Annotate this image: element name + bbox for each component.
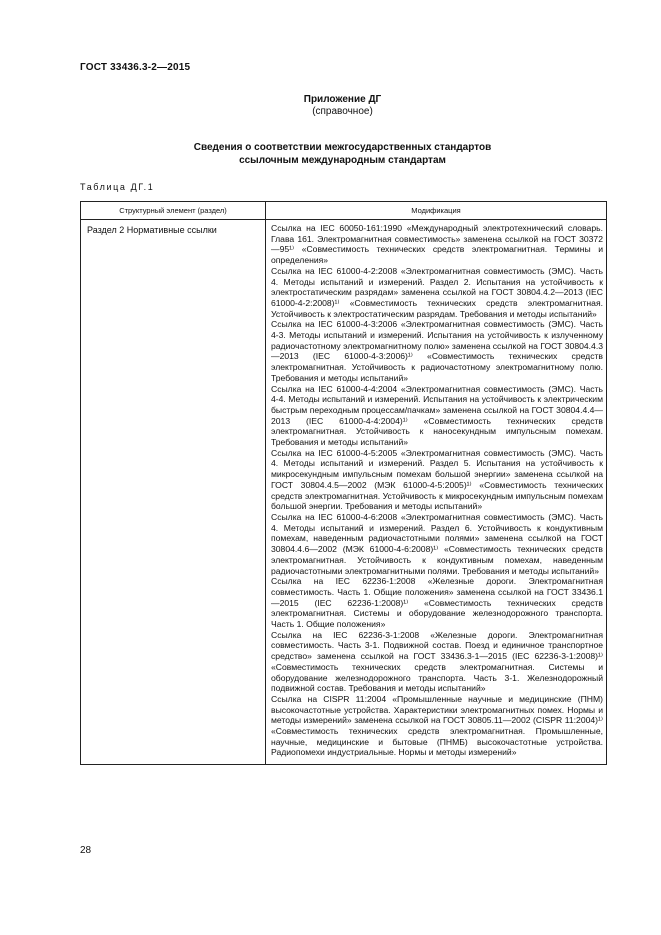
- modification-paragraph: Ссылка на IEC 61000-4-3:2006 «Электромагнитная совместимость (ЭМС). Часть 4-3. Методы испытаний и измерений. Испытания на устойчивость к излученному радиочастотному электромагнитному полю» заменена ссылкой на ГОСТ 30804.4.3—2013 (IEC 61000-4-3:2006)¹⁾ «Совместимость технических средств электромагнитная. Устойчивость к радиочастотному электромагнитному полю. Требования и методы испытаний»: [271, 319, 603, 383]
- annex-subtitle: (справочное): [312, 106, 373, 117]
- heading-line-1: Сведения о соответствии межгосударственных стандартов: [193, 142, 492, 153]
- heading-line-2: ссылочным международным стандартам: [239, 154, 446, 166]
- modification-cell: [266, 220, 607, 765]
- column-header-structural-element: Структурный элемент (раздел): [81, 202, 266, 220]
- section-cell: Раздел 2 Нормативные ссылки: [81, 220, 266, 765]
- annex-block: [80, 94, 605, 118]
- table-caption: Таблица ДГ.1: [80, 182, 155, 192]
- page-number: 28: [80, 845, 92, 856]
- document-heading: [80, 142, 605, 167]
- modification-paragraph: Ссылка на IEC 60050-161:1990 «Международный электротехнический словарь. Глава 161. Электромагнитная совместимость» заменена ссылкой на ГОСТ 30372—95¹⁾ «Совместимость технических средств электромагнитная. Термины и определения»: [271, 223, 603, 266]
- annex-title: Приложение ДГ: [303, 94, 382, 105]
- modification-paragraph: Ссылка на IEC 61000-4-6:2008 «Электромагнитная совместимость (ЭМС). Часть 4. Методы испытаний и измерений. Раздел 6. Устойчивость к кондуктивным помехам, наведенным радиочастотными полями» заменена ссылкой на ГОСТ 30804.4.6—2002 (МЭК 61000-4-6:2008)¹⁾ «Совместимость технических средств электромагнитная. Устойчивость к кондуктивным помехам, наведенным радиочастотными электромагнитными полями. Требования и методы испытаний»: [271, 511, 603, 576]
- standard-header: ГОСТ 33436.3-2—2015: [80, 62, 191, 73]
- column-header-modification: Модификация: [266, 202, 607, 220]
- table-header-row: [81, 202, 607, 220]
- modification-paragraph: Ссылка на IEC 62236-1:2008 «Железные дороги. Электромагнитная совместимость. Часть 1. Общие положения» заменена ссылкой на ГОСТ 33436.1—2015 (IEC 62236-1:2008)¹⁾ «Совместимость технических средств электромагнитная. Системы и оборудование железнодорожного транспорта. Часть 1. Общие положения»: [271, 576, 603, 630]
- modification-paragraph: Ссылка на IEC 61000-4-2:2008 «Электромагнитная совместимость (ЭМС). Часть 4. Методы испытаний и измерений. Раздел 2. Испытания на устойчивость к электростатическим разрядам» заменена ссылкой на ГОСТ 30804.4.2—2013 (IEC 61000-4-2:2008)¹⁾ «Совместимость технических средств электромагнитная. Устойчивость к электростатическим разрядам. Требования и методы испытаний»: [271, 265, 603, 319]
- correspondence-table: [80, 201, 607, 765]
- table-row: [81, 220, 607, 765]
- modification-paragraph: Ссылка на IEC 62236-3-1:2008 «Железные дороги. Электромагнитная совместимость. Часть 3-1. Подвижной состав. Поезд и единичное транспортное средство» заменена ссылкой на ГОСТ 33436.3-1—2015 (IEC 62236-3-1:2008)¹⁾ «Совместимость технических средств электромагнитная. Системы и оборудование железнодорожного транспорта. Часть 3-1. Железнодорожный подвижной состав. Требования и методы испытаний»: [271, 629, 603, 694]
- modification-paragraph: Ссылка на IEC 61000-4-5:2005 «Электромагнитная совместимость (ЭМС). Часть 4. Методы испытаний и измерений. Раздел 5. Испытания на устойчивость к микросекундным импульсным помехам большой энергии» заменена ссылкой на ГОСТ 30804.4.5—2002 (МЭК 61000-4-5:2005)¹⁾ «Совместимость технических средств электромагнитная. Устойчивость к микросекундным импульсным помехам большой энергии. Требования и методы испытаний»: [271, 447, 603, 512]
- modification-paragraph: Ссылка на CISPR 11:2004 «Промышленные научные и медицинские (ПНМ) высокочастотные устройства. Характеристики электромагнитных помех. Нормы и методы измерений» заменена ссылкой на ГОСТ 30805.11—2002 (CISPR 11:2004)¹⁾ «Совместимость технических средств электромагнитная. Промышленные, научные, медицинские и бытовые (ПНМБ) высокочастотные устройства. Радиопомехи индустриальные. Нормы и методы измерений»: [271, 693, 603, 758]
- modification-paragraph: Ссылка на IEC 61000-4-4:2004 «Электромагнитная совместимость (ЭМС). Часть 4-4. Методы испытаний и измерений. Испытания на устойчивость к электрическим быстрым переходным процессам/пачкам» заменена ссылкой на ГОСТ 30804.4.4—2013 (IEC 61000-4-4:2004)¹⁾ «Совместимость технических средств электромагнитная. Устойчивость к наносекундным импульсным помехам. Требования и методы испытаний»: [271, 383, 603, 448]
